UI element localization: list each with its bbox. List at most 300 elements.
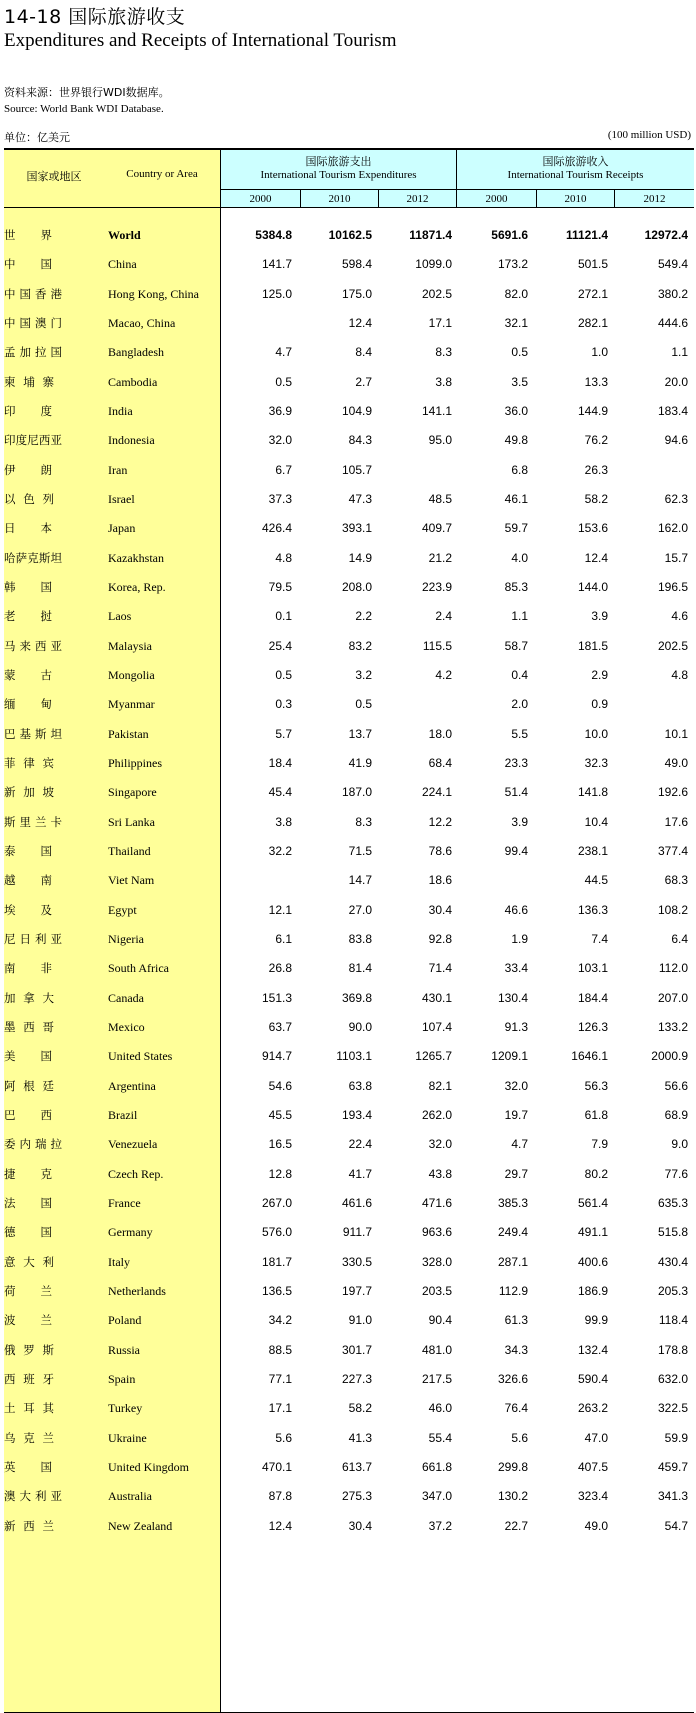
table-row xyxy=(4,1370,694,1388)
country-name-en: Brazil xyxy=(108,1107,138,1122)
country-name-cn: 越南 xyxy=(4,873,52,888)
table-row xyxy=(4,490,694,508)
value-cell: 549.4 xyxy=(657,257,688,272)
country-name-en: Australia xyxy=(108,1489,152,1504)
table-row xyxy=(4,1517,694,1535)
country-name-cn: 荷兰 xyxy=(4,1283,52,1298)
table-row xyxy=(4,1311,694,1329)
value-cell: 82.1 xyxy=(428,1078,452,1093)
value-cell: 80.2 xyxy=(584,1166,608,1181)
value-cell: 1209.1 xyxy=(491,1049,528,1064)
value-cell: 162.0 xyxy=(657,521,688,536)
value-cell: 385.3 xyxy=(497,1195,528,1210)
country-name-cn: 美国 xyxy=(4,1049,52,1064)
value-cell: 963.6 xyxy=(421,1225,452,1240)
value-cell: 20.0 xyxy=(664,374,688,389)
value-cell: 613.7 xyxy=(341,1459,372,1474)
value-cell: 61.8 xyxy=(584,1107,608,1122)
table-row xyxy=(4,1047,694,1065)
table-row xyxy=(4,1341,694,1359)
value-cell: 193.4 xyxy=(341,1107,372,1122)
value-cell: 25.4 xyxy=(268,638,292,653)
year-header: 2012 xyxy=(406,193,429,205)
value-cell: 22.4 xyxy=(348,1137,372,1152)
value-cell: 6.8 xyxy=(511,462,528,477)
value-cell: 59.9 xyxy=(664,1430,688,1445)
value-cell: 173.2 xyxy=(497,257,528,272)
unit-label-en: (100 million USD) xyxy=(607,129,691,141)
value-cell: 183.4 xyxy=(657,403,688,418)
value-cell: 54.6 xyxy=(268,1078,292,1093)
value-cell: 19.7 xyxy=(504,1107,528,1122)
country-name-cn: 德国 xyxy=(4,1225,52,1240)
header-receipts-cn: 国际旅游收入 xyxy=(542,155,609,168)
value-cell: 8.4 xyxy=(355,345,372,360)
value-cell: 380.2 xyxy=(657,286,688,301)
value-cell: 32.1 xyxy=(504,315,528,330)
value-cell: 267.0 xyxy=(261,1195,292,1210)
value-cell: 5.7 xyxy=(275,726,292,741)
value-cell: 178.8 xyxy=(657,1342,688,1357)
country-name-cn: 英国 xyxy=(4,1459,52,1474)
value-cell: 141.1 xyxy=(421,403,452,418)
value-cell: 181.5 xyxy=(577,638,608,653)
value-cell: 911.7 xyxy=(342,1225,372,1240)
country-name-cn: 日本 xyxy=(4,521,52,536)
value-cell: 118.4 xyxy=(658,1313,688,1328)
year-header: 2000 xyxy=(249,193,272,205)
value-cell: 0.3 xyxy=(275,697,292,712)
value-cell: 459.7 xyxy=(657,1459,688,1474)
value-cell: 78.6 xyxy=(428,843,452,858)
value-cell: 576.0 xyxy=(261,1225,292,1240)
country-name-en: Israel xyxy=(108,491,135,506)
value-cell: 99.9 xyxy=(584,1313,608,1328)
table-row xyxy=(4,1223,694,1241)
country-name-en: Viet Nam xyxy=(108,873,155,888)
value-cell: 56.3 xyxy=(584,1078,608,1093)
country-name-en: South Africa xyxy=(108,961,169,976)
country-name-cn: 巴西 xyxy=(4,1107,52,1122)
value-cell: 186.9 xyxy=(577,1283,608,1298)
value-cell: 203.5 xyxy=(421,1283,452,1298)
country-name-cn: 世界 xyxy=(4,228,52,242)
value-cell: 5.6 xyxy=(511,1430,528,1445)
table-row xyxy=(4,930,694,948)
value-cell: 10.1 xyxy=(664,726,688,741)
country-name-en: Bangladesh xyxy=(108,345,164,360)
value-cell: 1.0 xyxy=(591,345,608,360)
value-cell: 8.3 xyxy=(355,814,372,829)
table-row xyxy=(4,1429,694,1447)
value-cell: 661.8 xyxy=(421,1459,452,1474)
value-cell: 83.2 xyxy=(348,638,372,653)
country-name-cn: 波兰 xyxy=(4,1313,52,1328)
value-cell: 30.4 xyxy=(348,1518,372,1533)
value-cell: 7.4 xyxy=(591,931,608,946)
value-cell: 249.4 xyxy=(497,1225,528,1240)
value-cell: 82.0 xyxy=(504,286,528,301)
source-note-cn: 资料来源：世界银行WDI数据库。 xyxy=(4,86,170,99)
country-name-en: Pakistan xyxy=(108,726,149,741)
table-row xyxy=(4,1487,694,1505)
value-cell: 58.2 xyxy=(584,491,608,506)
value-cell: 2.7 xyxy=(355,374,372,389)
country-name-en: United Kingdom xyxy=(108,1459,189,1474)
value-cell: 4.7 xyxy=(275,345,292,360)
country-name-cn: 以色列 xyxy=(4,491,54,506)
country-name-en: Sri Lanka xyxy=(108,814,155,829)
table-row xyxy=(4,1165,694,1183)
value-cell: 144.0 xyxy=(577,579,608,594)
value-cell: 328.0 xyxy=(421,1254,452,1269)
value-cell: 43.8 xyxy=(428,1166,452,1181)
value-cell: 12.2 xyxy=(428,814,452,829)
table-row xyxy=(4,1399,694,1417)
value-cell: 2000.9 xyxy=(651,1049,688,1064)
value-cell: 47.0 xyxy=(584,1430,608,1445)
value-cell: 430.1 xyxy=(421,990,452,1005)
value-cell: 33.4 xyxy=(504,961,528,976)
value-cell: 92.8 xyxy=(428,931,452,946)
table-top-rule xyxy=(4,148,694,150)
country-name-en: World xyxy=(108,228,141,242)
country-name-en: United States xyxy=(108,1049,173,1064)
value-cell: 272.1 xyxy=(577,286,608,301)
value-cell: 17.1 xyxy=(428,315,452,330)
value-cell: 12.4 xyxy=(268,1518,292,1533)
country-name-en: Mexico xyxy=(108,1019,145,1034)
value-cell: 36.0 xyxy=(504,403,528,418)
country-name-cn: 新加坡 xyxy=(4,785,54,800)
value-cell: 0.5 xyxy=(275,374,292,389)
header-bottom-rule xyxy=(4,207,694,208)
country-name-en: Myanmar xyxy=(108,697,155,712)
value-cell: 91.0 xyxy=(348,1313,372,1328)
tourism-table xyxy=(4,148,694,1713)
table-row xyxy=(4,549,694,567)
country-name-cn: 意大利 xyxy=(4,1254,54,1269)
country-name-en: Russia xyxy=(108,1342,141,1357)
value-cell: 76.2 xyxy=(584,433,608,448)
value-cell: 68.3 xyxy=(664,873,688,888)
value-cell: 393.1 xyxy=(341,521,372,536)
value-cell: 77.1 xyxy=(268,1371,292,1386)
table-row xyxy=(4,813,694,831)
country-name-cn: 尼日利亚 xyxy=(4,931,62,946)
year-header: 2000 xyxy=(485,193,508,205)
value-cell: 61.3 xyxy=(504,1313,528,1328)
value-cell: 407.5 xyxy=(577,1459,608,1474)
value-cell: 0.5 xyxy=(511,345,528,360)
country-name-en: Indonesia xyxy=(108,433,155,448)
value-cell: 112.0 xyxy=(658,961,688,976)
country-name-cn: 西班牙 xyxy=(4,1371,54,1386)
header-expenditures-cn: 国际旅游支出 xyxy=(305,155,372,168)
value-cell: 0.5 xyxy=(355,697,372,712)
value-cell: 71.4 xyxy=(428,961,452,976)
country-name-cn: 伊朗 xyxy=(4,462,52,477)
value-cell: 136.3 xyxy=(577,902,608,917)
value-cell: 1265.7 xyxy=(415,1049,452,1064)
value-cell: 54.7 xyxy=(664,1518,688,1533)
header-country-cn: 国家或地区 xyxy=(26,170,82,183)
table-row xyxy=(4,1282,694,1300)
table-row xyxy=(4,1253,694,1271)
value-cell: 7.9 xyxy=(591,1137,608,1152)
value-cell: 197.7 xyxy=(341,1283,372,1298)
country-name-cn: 新西兰 xyxy=(4,1518,54,1533)
value-cell: 3.8 xyxy=(275,814,292,829)
value-cell: 323.4 xyxy=(577,1489,608,1504)
value-cell: 85.3 xyxy=(504,579,528,594)
value-cell: 49.0 xyxy=(664,755,688,770)
country-name-en: Cambodia xyxy=(108,374,158,389)
value-cell: 430.4 xyxy=(657,1254,688,1269)
country-name-en: New Zealand xyxy=(108,1518,173,1533)
country-name-en: Philippines xyxy=(108,755,163,770)
value-cell: 2.9 xyxy=(591,667,608,682)
value-cell: 130.4 xyxy=(497,990,528,1005)
value-cell: 77.6 xyxy=(664,1166,688,1181)
table-row xyxy=(4,431,694,449)
country-name-en: Czech Rep. xyxy=(108,1166,164,1181)
country-name-cn: 中国 xyxy=(4,257,52,272)
value-cell: 205.3 xyxy=(657,1283,688,1298)
value-cell: 1.9 xyxy=(511,931,528,946)
country-name-cn: 孟加拉国 xyxy=(4,345,62,360)
country-name-cn: 马来西亚 xyxy=(4,638,62,653)
value-cell: 115.5 xyxy=(422,638,452,653)
table-row xyxy=(4,373,694,391)
table-row xyxy=(4,725,694,743)
value-cell: 18.6 xyxy=(428,873,452,888)
country-name-cn: 中国香港 xyxy=(4,286,62,301)
value-cell: 79.5 xyxy=(268,579,292,594)
value-cell: 91.3 xyxy=(504,1019,528,1034)
country-name-cn: 巴基斯坦 xyxy=(4,726,62,741)
country-name-en: Venezuela xyxy=(108,1137,158,1152)
country-name-cn: 印度 xyxy=(4,403,52,418)
country-name-en: Ukraine xyxy=(108,1430,147,1445)
country-name-en: Hong Kong, China xyxy=(108,286,199,301)
value-cell: 34.2 xyxy=(268,1313,292,1328)
country-name-en: Iran xyxy=(108,462,128,477)
value-cell: 44.5 xyxy=(584,873,608,888)
table-row xyxy=(4,1077,694,1095)
table-row xyxy=(4,842,694,860)
value-cell: 37.3 xyxy=(268,491,292,506)
value-cell: 3.9 xyxy=(511,814,528,829)
value-cell: 26.8 xyxy=(268,961,292,976)
table-row xyxy=(4,519,694,537)
value-cell: 21.2 xyxy=(428,550,452,565)
country-name-cn: 柬埔寨 xyxy=(4,374,54,389)
table-row xyxy=(4,666,694,684)
value-cell: 470.1 xyxy=(261,1459,292,1474)
header-country-en: Country or Area xyxy=(126,168,198,180)
value-cell: 34.3 xyxy=(504,1342,528,1357)
country-name-cn: 俄罗斯 xyxy=(4,1342,54,1357)
value-cell: 46.0 xyxy=(428,1401,452,1416)
value-cell: 18.4 xyxy=(268,755,292,770)
value-cell: 107.4 xyxy=(421,1019,452,1034)
table-row xyxy=(4,695,694,713)
country-name-cn: 加拿大 xyxy=(4,990,54,1005)
value-cell: 63.8 xyxy=(348,1078,372,1093)
value-cell: 105.7 xyxy=(341,462,372,477)
value-cell: 37.2 xyxy=(428,1518,452,1533)
value-cell: 26.3 xyxy=(584,462,608,477)
value-cell: 330.5 xyxy=(341,1254,372,1269)
value-cell: 104.9 xyxy=(341,403,372,418)
table-row xyxy=(4,402,694,420)
value-cell: 51.4 xyxy=(504,785,528,800)
table-row xyxy=(4,1458,694,1476)
value-cell: 10.4 xyxy=(584,814,608,829)
table-row xyxy=(4,1194,694,1212)
value-cell: 4.7 xyxy=(511,1137,528,1152)
value-cell: 5384.8 xyxy=(255,228,292,242)
country-name-cn: 委内瑞拉 xyxy=(4,1137,62,1152)
country-name-cn: 阿根廷 xyxy=(4,1078,54,1093)
value-cell: 130.2 xyxy=(497,1489,528,1504)
value-cell: 238.1 xyxy=(577,843,608,858)
value-cell: 10162.5 xyxy=(328,228,372,242)
value-cell: 5.5 xyxy=(511,726,528,741)
value-cell: 10.0 xyxy=(584,726,608,741)
value-cell: 32.0 xyxy=(504,1078,528,1093)
table-row xyxy=(4,783,694,801)
value-cell: 481.0 xyxy=(421,1342,452,1357)
country-name-cn: 哈萨克斯坦 xyxy=(4,550,62,565)
country-name-cn: 泰国 xyxy=(4,843,52,858)
table-row xyxy=(4,871,694,889)
value-cell: 0.5 xyxy=(275,667,292,682)
value-cell: 49.8 xyxy=(504,433,528,448)
value-cell: 81.4 xyxy=(348,961,372,976)
value-cell: 914.7 xyxy=(261,1049,292,1064)
value-cell: 17.1 xyxy=(268,1401,292,1416)
value-cell: 132.4 xyxy=(577,1342,608,1357)
value-cell: 444.6 xyxy=(657,315,688,330)
value-cell: 32.0 xyxy=(428,1137,452,1152)
value-cell: 47.3 xyxy=(348,491,372,506)
country-name-en: Kazakhstan xyxy=(108,550,164,565)
value-cell: 90.0 xyxy=(348,1019,372,1034)
value-cell: 301.7 xyxy=(341,1342,372,1357)
country-name-en: Argentina xyxy=(108,1078,156,1093)
value-cell: 175.0 xyxy=(341,286,372,301)
value-cell: 126.3 xyxy=(577,1019,608,1034)
value-cell: 409.7 xyxy=(421,521,452,536)
year-header: 2010 xyxy=(328,193,351,205)
value-cell: 196.5 xyxy=(657,579,688,594)
value-cell: 515.8 xyxy=(657,1225,688,1240)
value-cell: 326.6 xyxy=(497,1371,528,1386)
country-name-en: France xyxy=(108,1195,141,1210)
value-cell: 108.2 xyxy=(657,902,688,917)
value-cell: 275.3 xyxy=(341,1489,372,1504)
value-cell: 4.8 xyxy=(275,550,292,565)
table-title-cn: 14-18 国际旅游收支 xyxy=(4,6,186,28)
value-cell: 41.7 xyxy=(348,1166,372,1181)
value-cell: 491.1 xyxy=(577,1225,608,1240)
value-cell: 426.4 xyxy=(261,521,292,536)
value-cell: 13.7 xyxy=(348,726,372,741)
value-cell: 68.4 xyxy=(428,755,452,770)
year-header: 2012 xyxy=(643,193,666,205)
table-row xyxy=(4,343,694,361)
value-cell: 45.4 xyxy=(268,785,292,800)
value-cell: 41.9 xyxy=(348,755,372,770)
table-row xyxy=(4,607,694,625)
value-cell: 41.3 xyxy=(348,1430,372,1445)
value-cell: 2.2 xyxy=(355,609,372,624)
value-cell: 11871.4 xyxy=(409,228,452,242)
value-cell: 12.8 xyxy=(268,1166,292,1181)
value-cell: 63.7 xyxy=(268,1019,292,1034)
value-cell: 11121.4 xyxy=(565,228,608,242)
value-cell: 4.6 xyxy=(671,609,688,624)
country-name-cn: 埃及 xyxy=(4,902,52,917)
country-name-cn: 墨西哥 xyxy=(4,1019,54,1034)
table-row xyxy=(4,461,694,479)
value-cell: 2.4 xyxy=(435,609,452,624)
value-cell: 5691.6 xyxy=(491,228,528,242)
country-name-cn: 乌克兰 xyxy=(4,1430,54,1445)
value-cell: 133.2 xyxy=(657,1019,688,1034)
value-cell: 30.4 xyxy=(428,902,452,917)
value-cell: 14.7 xyxy=(348,873,372,888)
country-name-cn: 缅甸 xyxy=(4,697,52,712)
value-cell: 299.8 xyxy=(497,1459,528,1474)
value-cell: 4.8 xyxy=(671,667,688,682)
value-cell: 3.9 xyxy=(591,609,608,624)
value-cell: 561.4 xyxy=(577,1195,608,1210)
country-name-en: China xyxy=(108,257,137,272)
value-cell: 95.0 xyxy=(428,433,452,448)
value-cell: 400.6 xyxy=(577,1254,608,1269)
value-cell: 181.7 xyxy=(261,1254,292,1269)
table-row xyxy=(4,754,694,772)
country-name-cn: 捷克 xyxy=(4,1166,52,1181)
value-cell: 62.3 xyxy=(664,491,688,506)
value-cell: 112.9 xyxy=(498,1283,528,1298)
value-cell: 227.3 xyxy=(341,1371,372,1386)
value-cell: 46.6 xyxy=(504,902,528,917)
value-cell: 4.2 xyxy=(435,667,452,682)
source-note-en: Source: World Bank WDI Database. xyxy=(4,103,164,115)
value-cell: 14.9 xyxy=(348,550,372,565)
value-cell: 1099.0 xyxy=(415,257,452,272)
value-cell: 0.1 xyxy=(275,609,292,624)
table-row xyxy=(4,637,694,655)
value-cell: 12.1 xyxy=(268,902,292,917)
table-row-world xyxy=(4,226,694,244)
value-cell: 29.7 xyxy=(504,1166,528,1181)
country-name-en: Mongolia xyxy=(108,667,155,682)
value-cell: 184.4 xyxy=(577,990,608,1005)
value-cell: 125.0 xyxy=(261,286,292,301)
value-cell: 632.0 xyxy=(657,1371,688,1386)
value-cell: 187.0 xyxy=(341,785,372,800)
value-cell: 2.0 xyxy=(511,697,528,712)
header-mid-rule xyxy=(221,189,694,190)
country-name-en: Spain xyxy=(108,1371,136,1386)
value-cell: 207.0 xyxy=(657,990,688,1005)
value-cell: 208.0 xyxy=(341,579,372,594)
